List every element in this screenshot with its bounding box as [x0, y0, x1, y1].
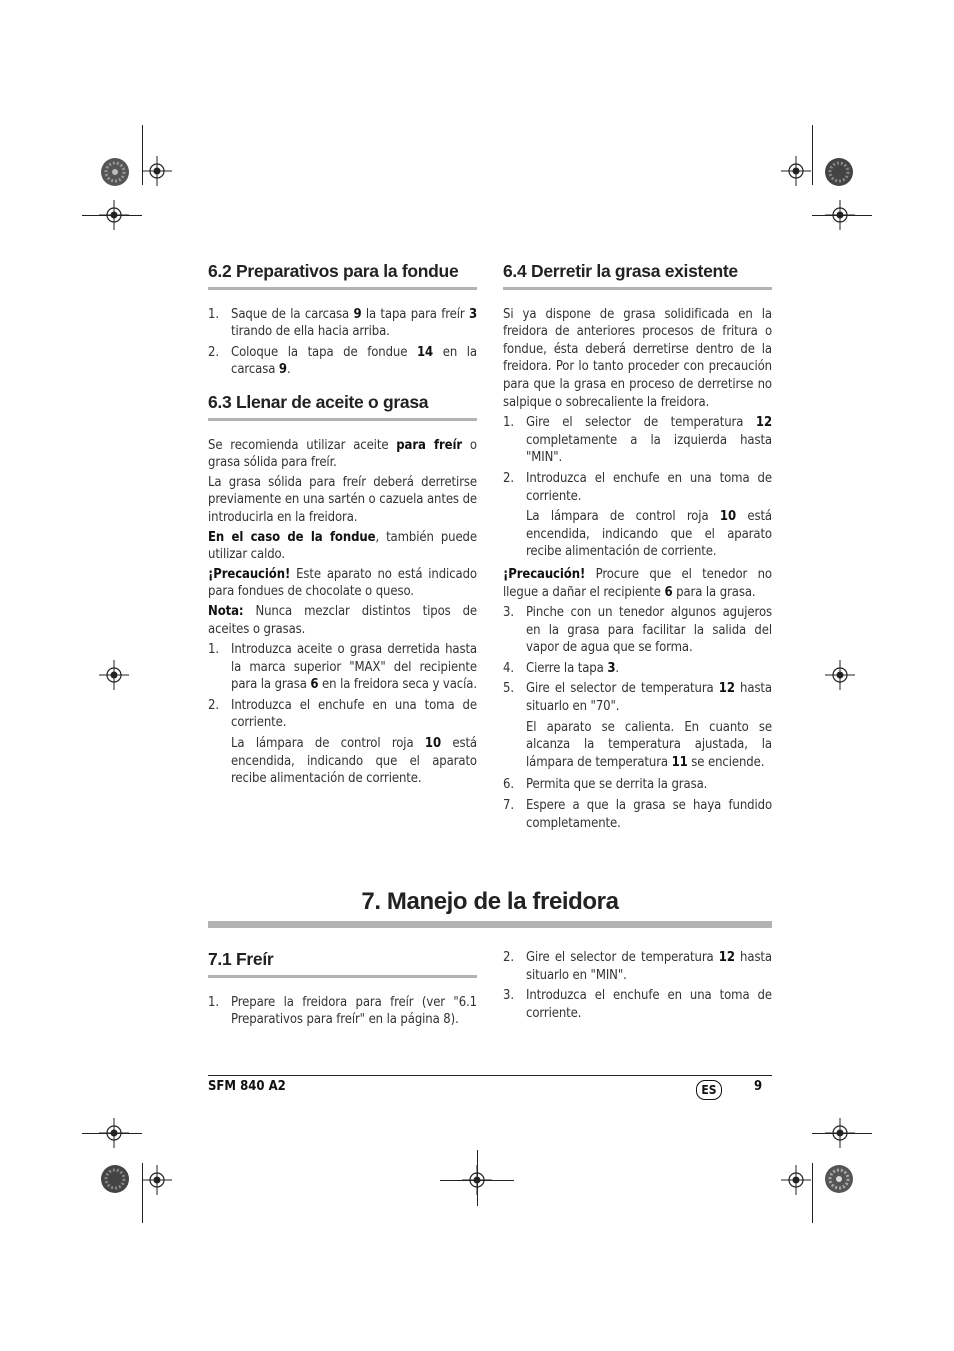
paragraph: Si ya dispone de grasa solidificada en la freidora de anteriores procesos de fritura o fondue, ésta deberá derretirse dentro de la freidora. Por lo tanto proceder con precaución para que la grasa en proceso de derretirse no salpique o sobrecaliente la freidora.: [503, 306, 772, 410]
list-item: 1. Introduzca aceite o grasa derretida hasta la marca superior "MAX" del recipiente para la grasa 6 en la freidora seca y vacía.: [208, 642, 477, 693]
registration-crosshair-icon: [781, 156, 811, 186]
sec64-list-a: [503, 414, 772, 505]
registration-crosshair-icon: [825, 660, 855, 690]
registration-crosshair-icon: [781, 1165, 811, 1195]
sub-paragraph: La lámpara de control roja 10 está encendida, indicando que el aparato recibe alimentación de corriente.: [231, 736, 477, 787]
color-wheel-icon: [824, 1164, 854, 1194]
registration-crosshair-icon: [99, 200, 129, 230]
crop-line: [812, 125, 813, 185]
right-column: [503, 263, 772, 835]
list-item: 3. Pinche con un tenedor algunos agujeros en la grasa para facilitar la salida del vapor de agua que se forma.: [503, 605, 772, 656]
paragraph: En el caso de la fondue, también puede utilizar caldo.: [208, 529, 477, 563]
registration-crosshair-icon: [142, 1165, 172, 1195]
registration-crosshair-icon: [99, 1118, 129, 1148]
sec64-list-c: [503, 776, 772, 832]
registration-crosshair-icon: [99, 660, 129, 690]
color-wheel-icon: [100, 1164, 130, 1194]
list-item: 2. Coloque la tapa de fondue 14 en la carcasa 9.: [208, 344, 477, 378]
color-wheel-icon: [100, 157, 130, 187]
sec71-left: [208, 951, 477, 1032]
list-item: 1. Gire el selector de temperatura 12 completamente a la izquierda hasta "MIN".: [503, 415, 772, 466]
registration-crosshair-icon: [142, 156, 172, 186]
registration-crosshair-icon: [825, 200, 855, 230]
list-item: 1. Prepare la freidora para freír (ver "6.1 Preparativos para freír" en la página 8).: [208, 994, 477, 1028]
sec63-list: [208, 641, 477, 732]
list-item: 6. Permita que se derrita la grasa.: [503, 777, 708, 793]
sub-paragraph: El aparato se calienta. En cuanto se alcanza la temperatura ajustada, la lámpara de temperatura 11 se enciende.: [526, 719, 772, 770]
page-number: 9: [754, 1079, 763, 1094]
footer-rule: [208, 1075, 772, 1076]
list-item: 1. Saque de la carcasa 9 la tapa para freír 3 tirando de ella hacia arriba.: [208, 306, 477, 340]
crop-line: [477, 1150, 478, 1206]
sec71-list-a: [208, 994, 477, 1029]
warning-paragraph: ¡Precaución! Procure que el tenedor no llegue a dañar el recipiente 6 para la grasa.: [503, 566, 772, 600]
list-item: 2. Introduzca el enchufe en una toma de corriente.: [208, 697, 477, 731]
list-item: 7. Espere a que la grasa se haya fundido completamente.: [503, 798, 772, 831]
section-7-1-heading: 7.1 Freír: [208, 951, 477, 978]
chapter-divider: [208, 921, 772, 928]
sub-paragraph: La lámpara de control roja 10 está encendida, indicando que el aparato recibe alimentación de corriente.: [526, 509, 772, 560]
section-6-2-heading: 6.2 Preparativos para la fondue: [208, 263, 477, 290]
note-paragraph: Nota: Nunca mezclar distintos tipos de aceites o grasas.: [208, 603, 477, 637]
warning-paragraph: ¡Precaución! Este aparato no está indicado para fondues de chocolate o queso.: [208, 566, 477, 600]
section-6-3-heading: 6.3 Llenar de aceite o grasa: [208, 394, 477, 421]
list-item: 5. Gire el selector de temperatura 12 hasta situarlo en "70".: [503, 681, 772, 715]
paragraph: La grasa sólida para freír deberá derretirse previamente en una sartén o cazuela antes de introducirla en la freidora.: [208, 474, 477, 525]
paragraph: Se recomienda utilizar aceite para freír o grasa sólida para freír.: [208, 437, 477, 471]
section-6-4-heading: 6.4 Derretir la grasa existente: [503, 263, 772, 290]
list-item: 2. Introduzca el enchufe en una toma de corriente.: [503, 470, 772, 504]
list-item: 4. Cierre la tapa 3.: [503, 660, 619, 676]
registration-crosshair-icon: [825, 1118, 855, 1148]
sec64-list-b: [503, 604, 772, 716]
crop-line: [812, 1163, 813, 1223]
sec71-right: [503, 949, 772, 1025]
model-number: SFM 840 A2: [208, 1079, 286, 1094]
list-item: 2. Gire el selector de temperatura 12 hasta situarlo en "MIN".: [503, 950, 772, 983]
sec71-list-b: [503, 949, 772, 1022]
chapter-7-heading: 7. Manejo de la freidora: [361, 888, 619, 915]
color-wheel-icon: [824, 157, 854, 187]
list-item: 3. Introduzca el enchufe en una toma de corriente.: [503, 988, 772, 1021]
left-column: [208, 263, 477, 788]
sec62-list: [208, 306, 477, 379]
language-badge: ES: [696, 1080, 722, 1100]
